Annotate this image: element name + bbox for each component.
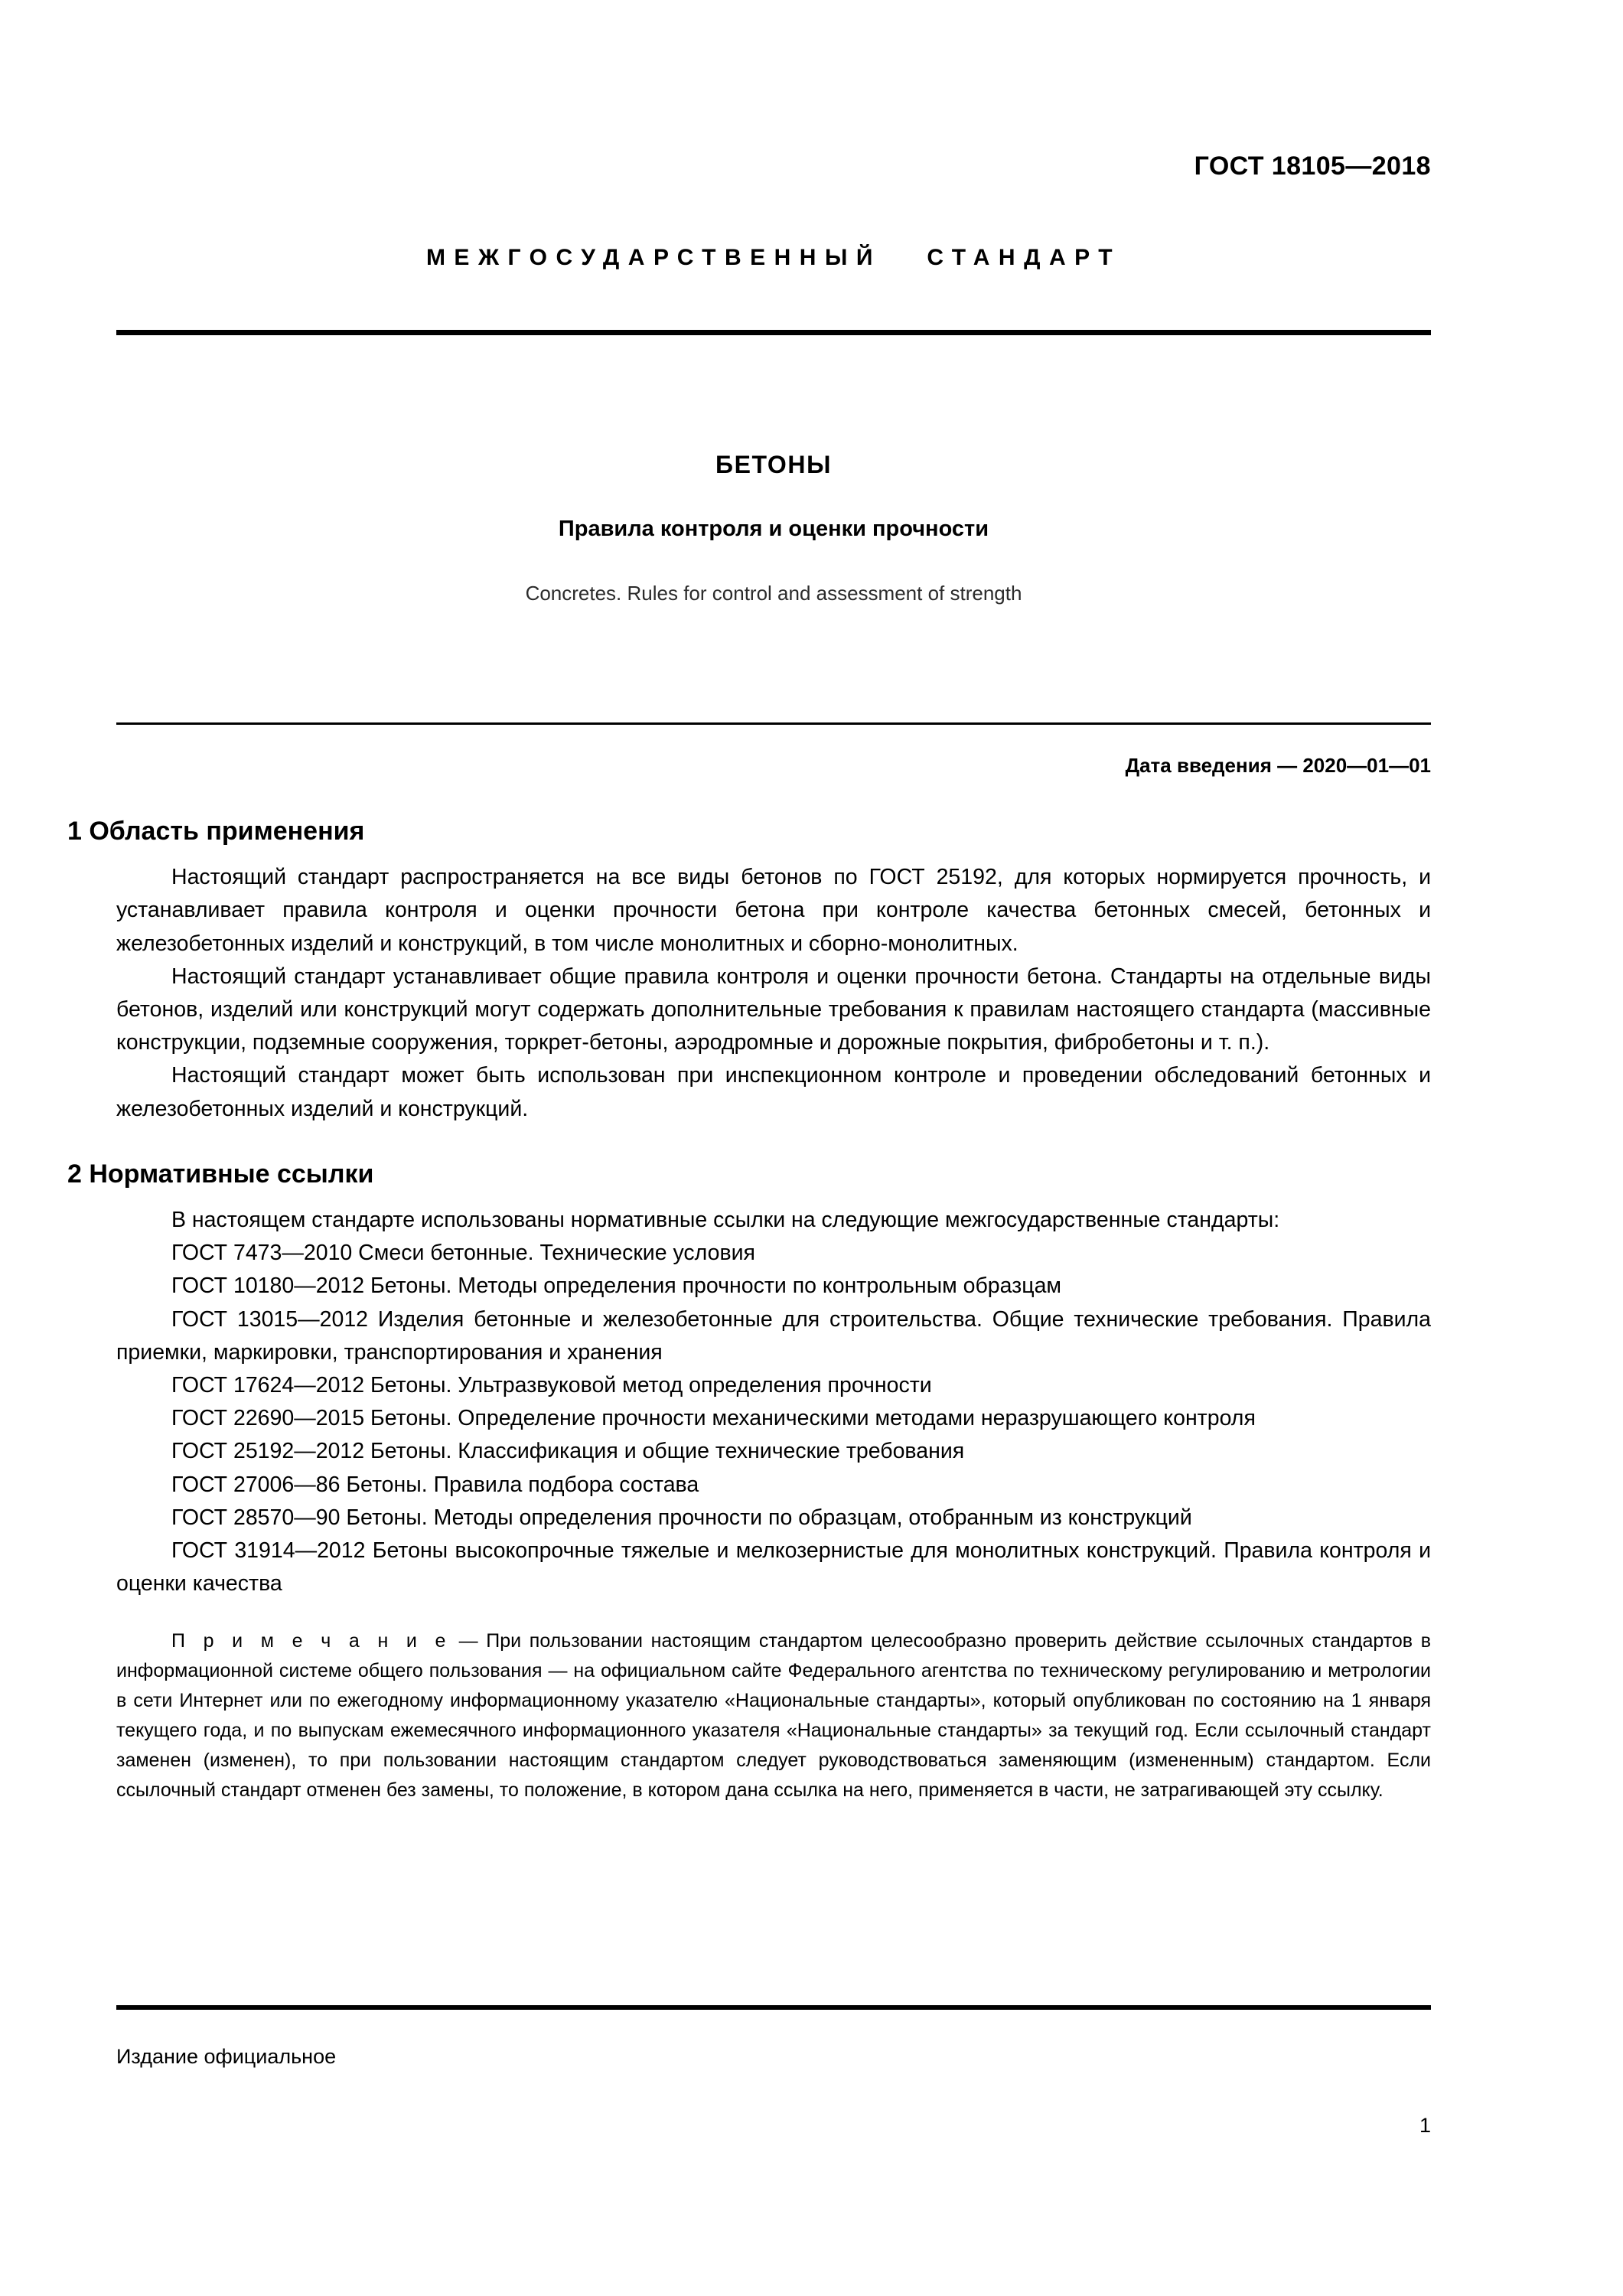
spacer	[0, 1193, 1623, 1204]
section-1-paragraph-2: Настоящий стандарт устанавливает общие правила контроля и оценки прочности бетона. Стандарты на отдельные виды бетонов, изделий или конструкций могут содержать дополнительные требования к правилам настоящего стандарта (массивные конструкции, подземные сооружения, торкрет-бетоны, аэродромные и дорожные покрытия, фибробетоны и т. п.).	[116, 964, 1431, 1055]
spacer	[0, 850, 1623, 861]
spacer	[0, 1126, 1623, 1158]
section-1-paragraph-1: Настоящий стандарт распространяется на все виды бетонов по ГОСТ 25192, для которых нормируется прочность, и устанавливает правила контроля и оценки прочности бетона при контроле качества бетонных смесей, бетонных и железобетонных изделий и конструкций, в том числе монолитных и сборно-монолитных.	[116, 865, 1431, 956]
normative-reference-list	[0, 1237, 1623, 1600]
document-title-english: Concretes. Rules for control and assessment of strength	[525, 582, 1022, 605]
section-2-intro-paragraph: В настоящем стандарте использованы нормативные ссылки на следующие межгосударственные стандарты:	[171, 1207, 1280, 1232]
note-paragraph	[116, 1626, 1431, 1805]
introduction-date: Дата введения — 2020—01—01	[1125, 754, 1431, 777]
list-item: ГОСТ 22690—2015 Бетоны. Определение прочности механическими методами неразрушающего контроля	[171, 1406, 1256, 1431]
standard-kind-heading: МЕЖГОСУДАРСТВЕННЫЙ СТАНДАРТ	[425, 245, 1122, 270]
list-item: ГОСТ 25192—2012 Бетоны. Классификация и общие технические требования	[171, 1439, 965, 1464]
document-title: БЕТОНЫ	[715, 451, 833, 478]
list-item: ГОСТ 17624—2012 Бетоны. Ультразвуковой метод определения прочности	[171, 1372, 932, 1397]
section-1-paragraph-3: Настоящий стандарт может быть использован при инспекционном контроле и проведении обследований бетонных и железобетонных изделий и конструкций.	[116, 1063, 1431, 1121]
note-block	[116, 1626, 1431, 1805]
list-item: ГОСТ 31914—2012 Бетоны высокопрочные тяжелые и мелкозернистые для монолитных конструкций. Правила контроля и оценки качества	[116, 1538, 1431, 1596]
section-heading-1: 1 Область применения	[67, 817, 365, 846]
list-item: ГОСТ 13015—2012 Изделия бетонные и железобетонные для строительства. Общие технические требования. Правила приемки, маркировки, транспортирования и хранения	[116, 1306, 1431, 1365]
official-edition-label: Издание официальное	[116, 2045, 337, 2068]
document-body	[0, 815, 1623, 1805]
intro-date-rule	[116, 722, 1431, 725]
page-number: 1	[1419, 2114, 1431, 2137]
note-label: П р и м е ч а н и е	[171, 1630, 451, 1652]
document-subtitle: Правила контроля и оценки прочности	[558, 517, 989, 541]
note-dash: —	[450, 1630, 487, 1652]
header-rule-thick	[116, 330, 1431, 335]
section-heading-2: 2 Нормативные ссылки	[67, 1159, 374, 1189]
list-item: ГОСТ 7473—2010 Смеси бетонные. Технические условия	[171, 1241, 755, 1266]
list-item: ГОСТ 27006—86 Бетоны. Правила подбора состава	[171, 1472, 699, 1497]
list-item: ГОСТ 28570—90 Бетоны. Методы определения прочности по образцам, отобранным из конструкций	[171, 1505, 1192, 1530]
footer-rule-thick	[116, 2005, 1431, 2010]
document-number: ГОСТ 18105—2018	[1194, 152, 1431, 181]
note-text: При пользовании настоящим стандартом целесообразно проверить действие ссылочных стандартов в информационной системе общего пользования — на официальном сайте Федерального агентства по техническому регулированию и метрологии в сети Интернет или по ежегодному информационному указателю «Национальные стандарты», который опубликован по состоянию на 1 января текущего года, и по выпускам ежемесячного информационного указателя «Национальные стандарты» за текущий год. Если ссылочный стандарт заменен (изменен), то при пользовании настоящим стандартом следует руководствоваться заменяющим (измененным) стандартом. Если ссылочный стандарт отменен без замены, то положение, в котором дана ссылка на него, применяется в части, не затрагивающей эту ссылку.	[116, 1630, 1431, 1802]
list-item: ГОСТ 10180—2012 Бетоны. Методы определения прочности по контрольным образцам	[171, 1274, 1062, 1299]
